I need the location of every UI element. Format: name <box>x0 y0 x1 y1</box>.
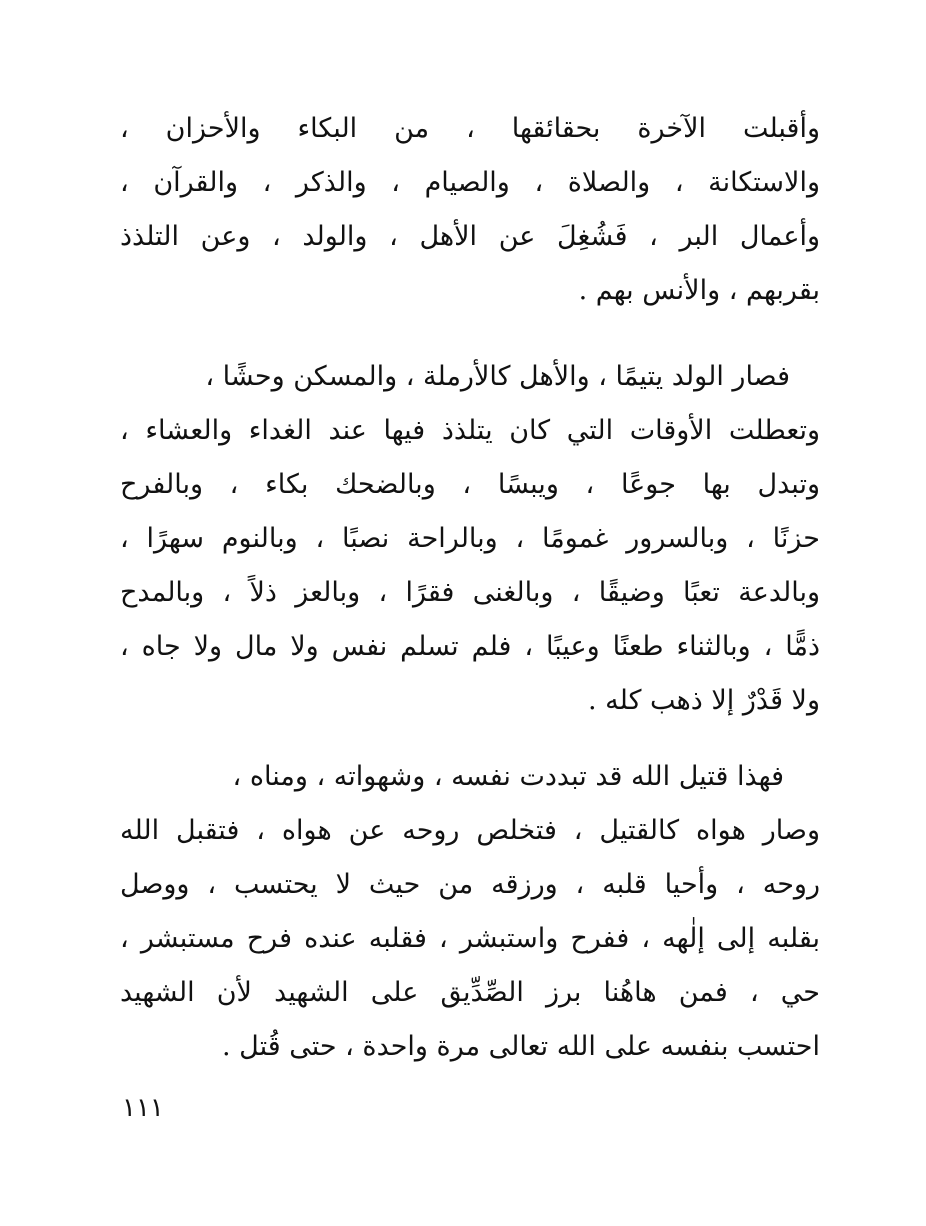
text-line: ولا قَدْرٌ إلا ذهب كله . <box>588 685 820 716</box>
text-line: وأعمال البر ، فَشُغِلَ عن الأهل ، والولد ، وعن التلذذ <box>120 221 820 252</box>
text-line: فصار الولد يتيمًا ، والأهل كالأرملة ، والمسكن وحشًا ، <box>205 361 790 392</box>
text-line: بقلبه إلى إلٰهه ، ففرح واستبشر ، فقلبه عنده فرح مستبشر ، <box>120 923 820 954</box>
paragraph-3 <box>120 750 820 1074</box>
text-line: بقربهم ، والأنس بهم . <box>578 275 820 306</box>
text-line: روحه ، وأحيا قلبه ، ورزقه من حيث لا يحتسب ، ووصل <box>120 869 820 900</box>
text-line: وتعطلت الأوقات التي كان يتلذذ فيها عند الغداء والعشاء ، <box>120 415 820 446</box>
text-line: وصار هواه كالقتيل ، فتخلص روحه عن هواه ، فتقبل الله <box>120 815 820 846</box>
text-line: والاستكانة ، والصلاة ، والصيام ، والذكر ، والقرآن ، <box>120 167 820 198</box>
paragraph-2 <box>120 350 820 728</box>
text-line: وتبدل بها جوعًا ، ويبسًا ، وبالضحك بكاء ، وبالفرح <box>120 469 820 500</box>
paragraph-1 <box>120 102 820 318</box>
text-line: وأقبلت الآخرة بحقائقها ، من البكاء والأحزان ، <box>120 113 820 144</box>
text-line: فهذا قتيل الله قد تبددت نفسه ، وشهواته ، ومناه ، <box>232 761 784 792</box>
text-line: احتسب بنفسه على الله تعالى مرة واحدة ، حتى قُتل . <box>221 1031 820 1062</box>
page-number: ١١١ <box>122 1093 164 1123</box>
text-line: حزنًا ، وبالسرور غمومًا ، وبالراحة نصبًا ، وبالنوم سهرًا ، <box>120 523 820 554</box>
text-line: ذمًّا ، وبالثناء طعنًا وعيبًا ، فلم تسلم نفس ولا مال ولا جاه ، <box>120 631 820 662</box>
text-line: وبالدعة تعبًا وضيقًا ، وبالغنى فقرًا ، وبالعز ذلاً ، وبالمدح <box>120 577 820 608</box>
text-line: حي ، فمن هاهُنا برز الصِّدِّيق على الشهيد لأن الشهيد <box>120 977 820 1008</box>
